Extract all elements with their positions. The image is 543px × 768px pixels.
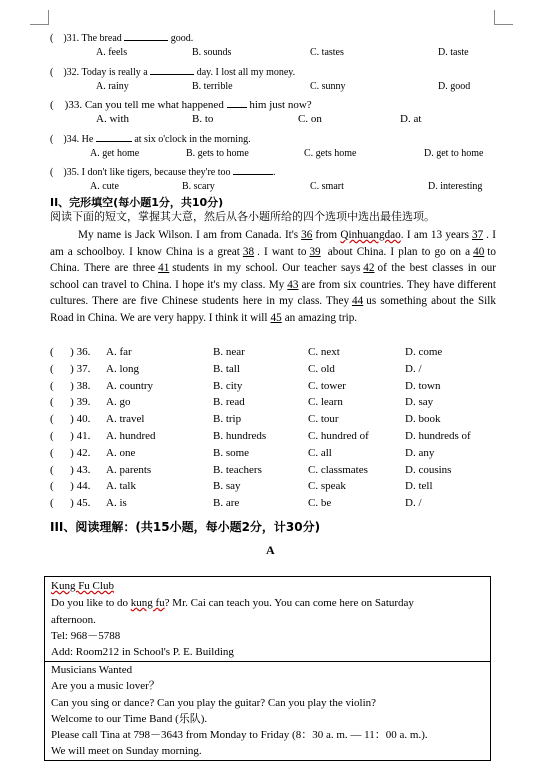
cloze-43-option-c: C. classmates <box>308 463 368 476</box>
cloze-question-40: ( ) 40. <box>50 413 91 426</box>
cloze-38-option-c: C. tower <box>308 379 346 392</box>
cloze-42-option-d: D. any <box>405 446 435 459</box>
cloze-41-option-d: D. hundreds of <box>405 430 471 442</box>
cloze-43-option-d: D. cousins <box>405 463 452 476</box>
section-2-instruction: 阅读下面的短文，掌握其大意，然后从各小题所给的四个选项中选出最佳选项。 <box>50 210 435 223</box>
section-3-title: III、阅读理解：(共15小题，每小题2分，计30分) <box>50 520 321 534</box>
cloze-question-37: ( ) 37. <box>50 362 91 375</box>
cloze-44-option-c: C. speak <box>308 480 346 493</box>
cloze-45-option-a: A. is <box>106 497 127 510</box>
cloze-45-option-b: B. are <box>213 497 240 510</box>
music-ad-title: Musicians Wanted <box>51 664 133 676</box>
cloze-37-option-d: D. / <box>405 362 422 375</box>
cloze-question-43: ( ) 43. <box>50 463 91 476</box>
section-2-title: II、完形填空(每小题1分，共10分) <box>50 196 224 209</box>
crop-mark-left-h <box>30 24 49 25</box>
kungfu-ad-box: Kung Fu Club Do you like to do kung fu? Mr. Cai can teach you. You can come here on Saturday afternoon. Tel: 968－5788 Add: Room212 in School's P. E. Building <box>44 576 491 662</box>
cloze-41-option-b: B. hundreds <box>213 430 267 442</box>
music-ad-box: Musicians Wanted Are you a music lover？ Can you sing or dance? Can you play the guitar? Can you play the violin? Welcome to our Time Band (乐队). Please call Tina at 798－3643 from Monday to Friday (8：30 a. m. — 11：00 a. m.). We will meet on Sunday morning. <box>44 660 491 761</box>
cloze-37-option-c: C. old <box>308 362 335 375</box>
cloze-38-option-b: B. city <box>213 379 243 392</box>
cloze-36-option-b: B. near <box>213 346 245 358</box>
part-a-label: A <box>266 543 275 557</box>
cloze-question-38: ( ) 38. <box>50 379 91 392</box>
kungfu-ad-title: Kung Fu Club <box>51 580 114 592</box>
crop-mark-left-v <box>48 10 49 25</box>
cloze-43-option-a: A. parents <box>106 463 152 476</box>
cloze-40-option-a: A. travel <box>106 413 145 426</box>
crop-mark-right-h <box>494 24 513 25</box>
cloze-41-option-a: A. hundred <box>106 430 156 442</box>
cloze-question-42: ( ) 42. <box>50 446 91 459</box>
cloze-45-option-d: D. / <box>405 497 422 510</box>
cloze-44-option-b: B. say <box>213 480 241 493</box>
cloze-44-option-d: D. tell <box>405 480 433 493</box>
cloze-37-option-b: B. tall <box>213 362 240 375</box>
cloze-question-36: ( ) 36. <box>50 346 91 358</box>
cloze-question-44: ( ) 44. <box>50 480 91 493</box>
cloze-36-option-c: C. next <box>308 346 340 358</box>
cloze-42-option-a: A. one <box>106 446 136 459</box>
cloze-39-option-d: D. say <box>405 396 434 409</box>
cloze-41-option-c: C. hundred of <box>308 430 369 442</box>
cloze-39-option-b: B. read <box>213 396 245 409</box>
cloze-question-39: ( ) 39. <box>50 396 91 409</box>
cloze-38-option-d: D. town <box>405 379 441 392</box>
cloze-40-option-b: B. trip <box>213 413 242 426</box>
cloze-36-option-d: D. come <box>405 346 443 358</box>
cloze-42-option-c: C. all <box>308 446 332 459</box>
crop-mark-right-v <box>494 10 495 25</box>
cloze-question-45: ( ) 45. <box>50 497 91 510</box>
cloze-38-option-a: A. country <box>106 379 154 392</box>
cloze-39-option-c: C. learn <box>308 396 343 409</box>
cloze-44-option-a: A. talk <box>106 480 136 493</box>
cloze-39-option-a: A. go <box>106 396 131 409</box>
cloze-40-option-d: D. book <box>405 413 441 426</box>
cloze-37-option-a: A. long <box>106 362 139 375</box>
cloze-45-option-c: C. be <box>308 497 332 510</box>
cloze-question-41: ( ) 41. <box>50 430 91 442</box>
cloze-42-option-b: B. some <box>213 446 250 459</box>
cloze-43-option-b: B. teachers <box>213 463 262 476</box>
cloze-40-option-c: C. tour <box>308 413 339 426</box>
cloze-passage: My name is Jack Wilson. I am from Canada. It's 36 from Qinhuangdao. I am 13 years 37 . I am a schoolboy. I know China is a great 38 . I want to 39 about China. I plan to go on a 40 to China. There are three 41 students in my school. Our teacher says 42 of the best classes in our school can travel to China. I hope it's my class. My 43 are from six countries. They have different cultures. There are five Chinese students here in my class. They 44 us something about the Silk Road in China. We are very happy. I think it will 45 an amazing trip. <box>50 229 496 324</box>
cloze-36-option-a: A. far <box>106 346 132 358</box>
